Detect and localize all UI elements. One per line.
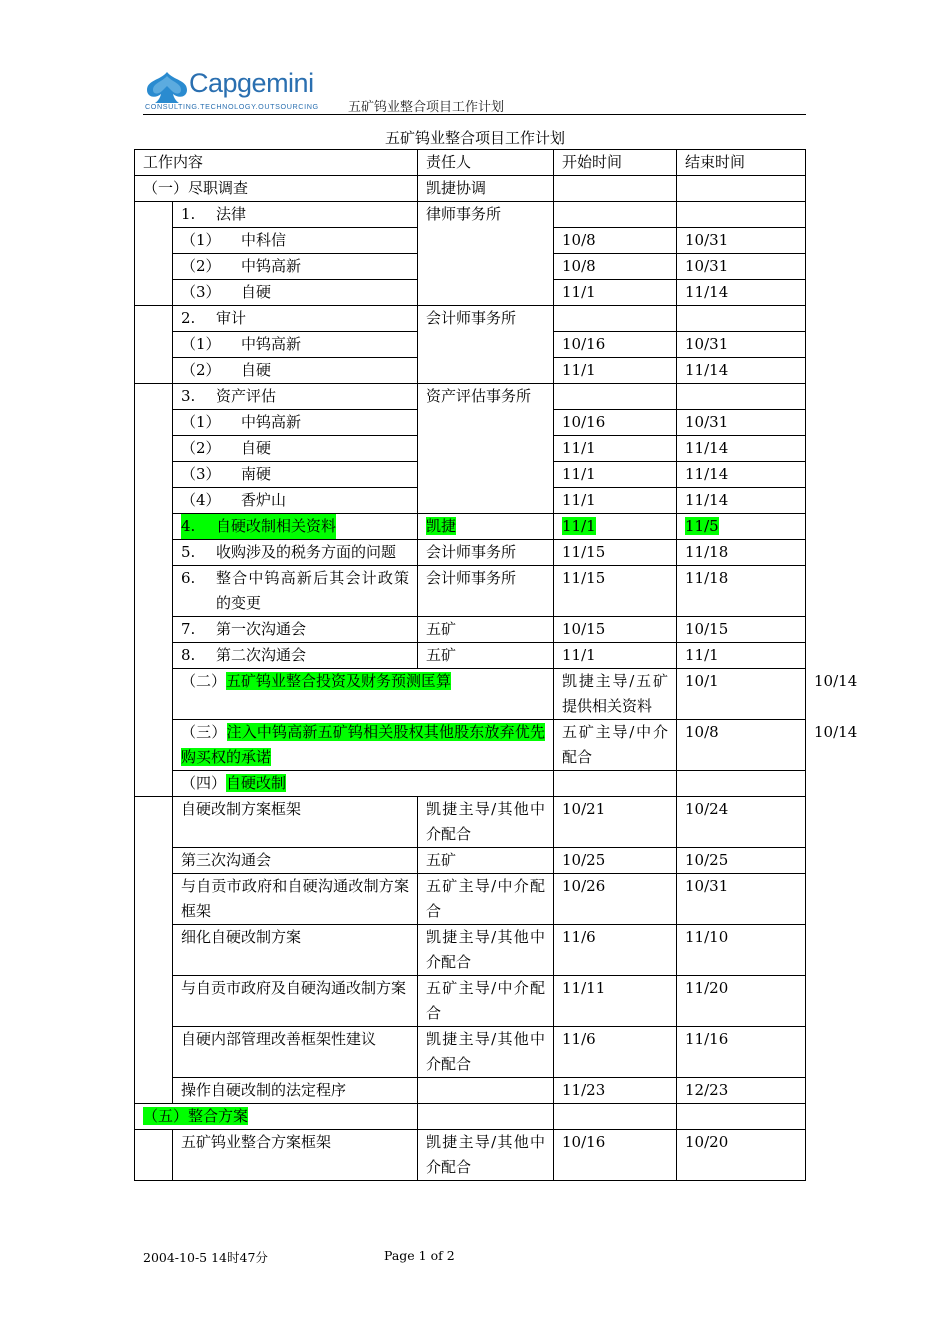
start-cell: 11/6 — [554, 1027, 677, 1078]
item-text: 中钨高新 — [241, 413, 302, 431]
start-cell: 10/15 — [554, 617, 677, 643]
item-text: 法律 — [216, 205, 247, 223]
owner-cell: 会计师事务所 — [418, 306, 554, 384]
item-text: 细化自硬改制方案 — [173, 925, 418, 976]
owner-cell: 凯捷主导/五矿提供相关资料 — [554, 669, 677, 720]
start-cell: 11/11 — [554, 976, 677, 1027]
item-text: 审计 — [216, 309, 247, 327]
table-header-row — [135, 150, 806, 176]
owner-cell: 五矿 — [418, 617, 554, 643]
section-row — [135, 771, 806, 797]
item-text: 南硬 — [241, 465, 272, 483]
header-cell: 责任人 — [418, 150, 554, 176]
end-cell: 11/5 — [685, 517, 719, 535]
section-row — [135, 176, 806, 202]
owner-cell: 凯捷主导/其他中介配合 — [418, 1130, 554, 1181]
document-title: 五矿钨业整合项目工作计划 — [384, 129, 565, 147]
item-number: 3. — [181, 387, 196, 405]
logo-wordmark: Capgemini — [189, 68, 314, 98]
table-row — [135, 306, 806, 332]
end-cell: 11/18 — [677, 540, 806, 566]
section-text: 五矿钨业整合投资及财务预测匡算 — [226, 672, 452, 690]
start-cell: 10/8 — [554, 254, 677, 280]
owner-cell: 五矿主导/中介配合 — [418, 976, 554, 1027]
owner-cell: 资产评估事务所 — [418, 384, 554, 514]
indent-cell — [135, 797, 173, 1104]
section-row: （三）注入中钨高新五矿钨相关股权其他股东放弃优先购买权的承诺 五矿主导/中介配合 10/8 10/14 — [135, 720, 806, 771]
indent-cell — [135, 306, 173, 384]
footer-page-number: Page 1 of 2 — [384, 1248, 455, 1263]
end-cell: 10/15 — [677, 617, 806, 643]
indent-cell — [135, 202, 173, 306]
section-label: （一）尽职调查 — [135, 176, 418, 202]
section-label — [135, 1104, 418, 1130]
sub-number: （3） — [181, 283, 221, 301]
table-row — [135, 384, 806, 410]
header-cell: 开始时间 — [554, 150, 677, 176]
sub-number: （3） — [181, 465, 221, 483]
start-cell: 10/16 — [554, 410, 677, 436]
sub-number: （1） — [181, 335, 221, 353]
sub-number: （2） — [181, 257, 221, 275]
item-number: 6. — [181, 569, 196, 587]
section-text: 自硬改制 — [226, 774, 287, 792]
end-cell: 10/31 — [677, 228, 806, 254]
item-number: 1. — [181, 205, 196, 223]
owner-cell: 凯捷 — [426, 517, 457, 535]
end-cell: 11/14 — [677, 358, 806, 384]
logo-tagline: CONSULTING.TECHNOLOGY.OUTSOURCING — [145, 102, 319, 111]
indent-cell — [135, 1130, 173, 1181]
item-text: 第一次沟通会 — [216, 620, 307, 638]
work-plan-table — [134, 149, 858, 1181]
owner-cell: 会计师事务所 — [418, 566, 554, 617]
table-row — [135, 797, 806, 848]
start-cell: 11/1 — [554, 358, 677, 384]
end-cell: 10/31 — [677, 874, 806, 925]
end-cell: 11/16 — [677, 1027, 806, 1078]
item-text: 整合中钨高新后其会计政策的变更 — [216, 569, 410, 612]
end-cell: 10/31 — [677, 410, 806, 436]
header-cell: 工作内容 — [135, 150, 418, 176]
sub-number: （2） — [181, 361, 221, 379]
item-text: 第三次沟通会 — [173, 848, 418, 874]
section-label: （四）自硬改制 — [173, 771, 554, 797]
start-cell: 10/16 — [554, 332, 677, 358]
section-row: （二）五矿钨业整合投资及财务预测匡算 凯捷主导/五矿提供相关资料 10/1 10/14 — [135, 669, 806, 720]
start-cell: 10/26 — [554, 874, 677, 925]
start-cell: 10/16 — [554, 1130, 677, 1181]
section-label: （三）注入中钨高新五矿钨相关股权其他股东放弃优先购买权的承诺 — [173, 720, 554, 771]
item-text: 中钨高新 — [241, 335, 302, 353]
start-cell: 11/23 — [554, 1078, 677, 1104]
owner-cell — [418, 1078, 554, 1104]
item-text: 五矿钨业整合方案框架 — [173, 1130, 418, 1181]
item-text: 中钨高新 — [241, 257, 302, 275]
item-text: 资产评估 — [216, 387, 277, 405]
page-header — [143, 66, 806, 116]
start-cell: 11/1 — [554, 280, 677, 306]
item-text: 与自贡市政府及自硬沟通改制方案 — [173, 976, 418, 1027]
item-number: 4. — [181, 514, 216, 539]
end-cell: 10/20 — [677, 1130, 806, 1181]
start-cell: 11/15 — [554, 540, 677, 566]
end-cell: 11/14 — [677, 488, 806, 514]
item-text: 自硬 — [241, 283, 272, 301]
table-row — [135, 874, 806, 925]
item-number: 2. — [181, 309, 196, 327]
item-text: 操作自硬改制的法定程序 — [173, 1078, 418, 1104]
table-row — [135, 202, 806, 228]
start-cell: 11/1 — [554, 462, 677, 488]
header-cell: 结束时间 — [677, 150, 806, 176]
table-row — [135, 514, 806, 540]
end-cell: 10/24 — [677, 797, 806, 848]
owner-cell: 五矿 — [418, 848, 554, 874]
end-cell: 11/14 — [677, 280, 806, 306]
section-label: （二）五矿钨业整合投资及财务预测匡算 — [173, 669, 554, 720]
start-cell: 11/1 — [554, 436, 677, 462]
item-text: 收购涉及的税务方面的问题 — [216, 543, 397, 561]
item-text: 自硬内部管理改善框架性建议 — [173, 1027, 418, 1078]
footer-datetime: 2004-10-5 14时47分 — [143, 1250, 268, 1265]
item-text: 第二次沟通会 — [216, 646, 307, 664]
indent-cell — [135, 384, 173, 797]
end-cell: 10/31 — [677, 332, 806, 358]
sub-number: （2） — [181, 439, 221, 457]
start-cell: 11/1 — [554, 488, 677, 514]
running-title: 五矿钨业整合项目工作计划 — [348, 100, 505, 115]
item-text: 自硬改制方案框架 — [173, 797, 418, 848]
owner-cell: 凯捷主导/其他中介配合 — [418, 1027, 554, 1078]
table-row — [135, 1027, 806, 1078]
table-row — [135, 643, 806, 669]
owner-cell: 律师事务所 — [418, 202, 554, 306]
item-text: 自硬改制相关资料 — [216, 514, 336, 539]
start-cell: 10/25 — [554, 848, 677, 874]
end-cell: 10/31 — [677, 254, 806, 280]
item-text: 中科信 — [241, 231, 287, 249]
item-text: 与自贡市政府和自硬沟通改制方案框架 — [173, 874, 418, 925]
item-number: 8. — [181, 646, 196, 664]
owner-cell: 五矿主导/中介配合 — [554, 720, 677, 771]
section-row — [135, 1104, 806, 1130]
owner-cell: 五矿 — [418, 643, 554, 669]
start-cell: 10/8 — [554, 228, 677, 254]
table-row — [135, 566, 806, 617]
start-cell: 11/15 — [554, 566, 677, 617]
end-cell: 12/23 — [677, 1078, 806, 1104]
owner-cell: 会计师事务所 — [418, 540, 554, 566]
section-text: 注入中钨高新五矿钨相关股权其他股东放弃优先购买权的承诺 — [181, 723, 545, 766]
end-cell: 11/18 — [677, 566, 806, 617]
sub-number: （4） — [181, 491, 221, 509]
item-number: 7. — [181, 620, 196, 638]
table-row — [135, 540, 806, 566]
table-row — [135, 925, 806, 976]
table-row — [135, 848, 806, 874]
capgemini-logo — [143, 68, 319, 112]
item-text: 自硬 — [241, 361, 272, 379]
end-cell: 11/14 — [677, 462, 806, 488]
section-text: （五）整合方案 — [143, 1107, 249, 1125]
end-cell: 11/20 — [677, 976, 806, 1027]
owner-cell: 凯捷主导/其他中介配合 — [418, 797, 554, 848]
owner-cell: 五矿主导/中介配合 — [418, 874, 554, 925]
start-cell: 10/8 — [677, 720, 806, 771]
owner-cell: 凯捷协调 — [418, 176, 554, 202]
start-cell: 11/6 — [554, 925, 677, 976]
sub-number: （1） — [181, 413, 221, 431]
end-cell: 11/1 — [677, 643, 806, 669]
table-row — [135, 1078, 806, 1104]
sub-number: （1） — [181, 231, 221, 249]
table-row — [135, 1130, 806, 1181]
start-cell: 11/1 — [562, 517, 596, 535]
header-rule — [143, 114, 806, 115]
table-row — [135, 617, 806, 643]
end-cell: 11/10 — [677, 925, 806, 976]
item-text: 香炉山 — [241, 491, 287, 509]
start-cell: 11/1 — [554, 643, 677, 669]
item-number: 5. — [181, 543, 196, 561]
start-cell: 10/1 — [677, 669, 806, 720]
item-text: 自硬 — [241, 439, 272, 457]
start-cell: 10/21 — [554, 797, 677, 848]
owner-cell: 凯捷主导/其他中介配合 — [418, 925, 554, 976]
spade-logo-icon — [143, 70, 191, 104]
end-cell: 11/14 — [677, 436, 806, 462]
table-row — [135, 976, 806, 1027]
end-cell: 10/25 — [677, 848, 806, 874]
